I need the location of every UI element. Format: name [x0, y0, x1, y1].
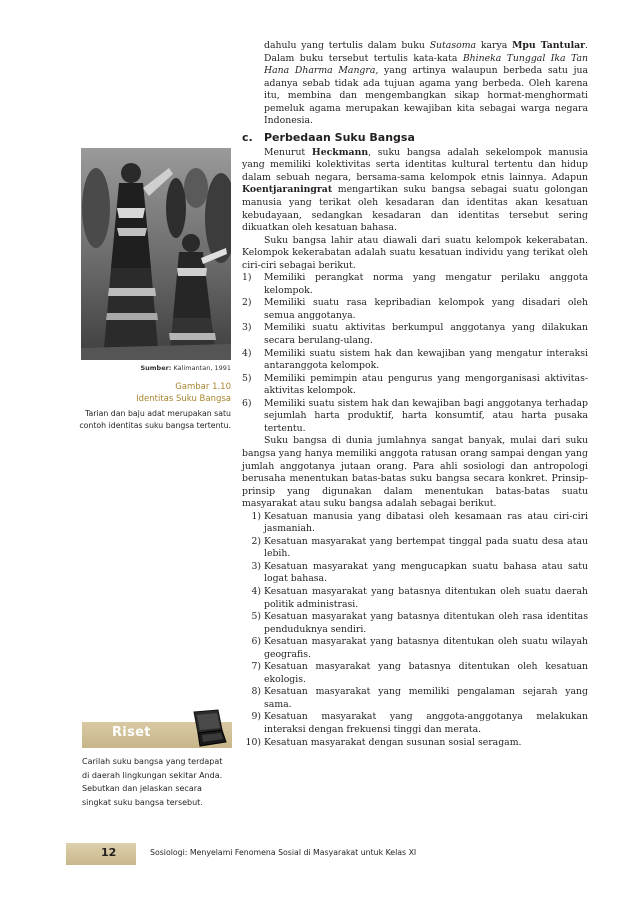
paragraph-boundaries: Suku bangsa di dunia jumlahnya sangat banyak, mulai dari suku bangsa yang hanya memiliki anggota ratusan orang sampai dengan yang jumlah anggotanya jutaan orang. Para ahli sosiologi dan antropologi berusaha menentukan batas-batas suku bangsa secara konkret. Prinsip-prinsip yang digunakan dalam menentukan batas-batas suatu masyarakat atau suku bangsa adalah sebagai berikut. [242, 435, 588, 510]
list-text: Kesatuan masyarakat dengan susunan sosial seragam. [264, 736, 522, 748]
list-item [242, 586, 588, 611]
list-text: Kesatuan masyarakat yang batasnya ditentukan oleh suatu wilayah geografis. [264, 636, 588, 660]
para-name-heckmann: Heckmann [311, 146, 369, 158]
intro-text: dahulu yang tertulis dalam buku [264, 40, 430, 51]
list-number: 6) [242, 397, 252, 409]
paragraph-definition [242, 147, 588, 235]
list-number: 6) [251, 636, 261, 648]
source-value: Kalimantan, 1991 [173, 364, 231, 372]
list-item [242, 297, 588, 322]
intro-motto: Bhineka Tunggal Ika Tan Hana Dharma Mangra, [264, 52, 588, 77]
list-item [242, 322, 588, 347]
list-number: 2) [251, 535, 261, 547]
list-item [242, 348, 588, 373]
list-item [242, 711, 588, 736]
riset-text: Carilah suku bangsa yang terdapat di daerah lingkungan sekitar Anda. Sebutkan dan jelaskan secara singkat suku bangsa tersebut. [82, 757, 223, 807]
list-item [242, 636, 588, 661]
laptop-icon [188, 708, 228, 748]
list-text: Kesatuan masyarakat yang mengucapkan suatu bahasa atau satu logat bahasa. [264, 560, 588, 585]
riset-header [82, 722, 232, 748]
list-item [242, 561, 588, 586]
list-item [242, 373, 588, 398]
list-text: Memiliki suatu sistem hak dan kewajiban bagi anggotanya terhadap sejumlah harta produktif, harta konsumtif, atau harta pusaka tertentu. [264, 397, 588, 434]
list-item [242, 398, 588, 436]
section-title: Perbedaan Suku Bangsa [264, 130, 415, 144]
list-text: Kesatuan masyarakat yang batasnya ditentukan oleh suatu daerah politik administrasi. [264, 585, 588, 610]
list-number: 5) [251, 611, 261, 623]
list-number: 4) [242, 347, 252, 359]
intro-author: Mpu Tantular [512, 40, 586, 51]
para-text: , suku bangsa adalah sekelompok manusia yang memiliki kolektivitas serta identitas kultural tertentu dan hidup dalam sebuah negara, bersama-sama kelompok etnis lainnya. Adapun [242, 146, 588, 183]
list-text: Memiliki pemimpin atau pengurus yang mengorganisasi aktivitas-aktivitas kelompok. [264, 372, 588, 397]
intro-book-title: Sutasoma [429, 40, 477, 51]
main-column [242, 40, 588, 749]
riset-title: Riset [112, 725, 151, 740]
figure-title: Identitas Suku Bangsa [136, 394, 231, 404]
figure-caption: Tarian dan baju adat merupakan satu contoh identitas suku bangsa tertentu. [79, 409, 231, 430]
boundary-principles-list [242, 511, 588, 749]
list-text: Memiliki perangkat norma yang mengatur perilaku anggota kelompok. [264, 272, 588, 296]
list-text: Kesatuan masyarakat yang batasnya ditentukan oleh rasa identitas penduduknya sendiri. [264, 611, 588, 635]
list-number: 7) [251, 661, 261, 673]
page-number: 12 [101, 846, 117, 859]
figure-number: Gambar 1.10 [175, 382, 231, 392]
list-item [242, 511, 588, 536]
list-number: 3) [242, 322, 252, 334]
list-item [242, 737, 588, 750]
para-text: mengartikan suku bangsa sebagai suatu golongan manusia yang terikat oleh kesadaran dan identitas akan kesatuan kebudayaan, sedangkan kesadaran dan identitas tersebut sering dikuatkan oleh kesatuan bahasa. [242, 184, 588, 234]
list-number: 9) [251, 711, 261, 723]
list-item [242, 661, 588, 686]
list-number: 1) [251, 510, 261, 522]
list-item [242, 272, 588, 297]
dance-photo [81, 148, 231, 360]
kinship-traits-list [242, 272, 588, 435]
list-number: 3) [251, 560, 261, 572]
list-number: 1) [242, 272, 252, 284]
running-footer: Sosiologi: Menyelami Fenomena Sosial di Masyarakat untuk Kelas XI [150, 848, 417, 857]
para-text: Menurut [264, 146, 312, 158]
list-text: Memiliki suatu rasa kepribadian kelompok yang disadari oleh semua anggotanya. [264, 297, 588, 321]
list-number: 2) [242, 297, 252, 309]
section-letter: c. [242, 130, 253, 144]
list-item [242, 611, 588, 636]
list-text: Kesatuan masyarakat yang anggota-anggotanya melakukan interaksi dengan frekuensi tinggi dan merata. [264, 711, 588, 735]
list-text: Kesatuan manusia yang dibatasi oleh kesamaan ras atau ciri-ciri jasmaniah. [264, 510, 588, 535]
list-text: Memiliki suatu sistem hak dan kewajiban yang mengatur interaksi antaranggota kelompok. [264, 347, 588, 372]
list-number: 8) [251, 686, 261, 698]
list-text: Kesatuan masyarakat yang memiliki pengalaman sejarah yang sama. [264, 686, 588, 710]
source-label: Sumber: [140, 364, 172, 372]
para-name-koentjaraningrat: Koentjaraningrat [242, 184, 333, 196]
intro-paragraph [242, 40, 588, 128]
photo-source [81, 364, 231, 372]
list-text: Kesatuan masyarakat yang bertempat tinggal pada suatu desa atau lebih. [264, 535, 588, 560]
intro-text: karya [476, 40, 513, 51]
list-item [242, 686, 588, 711]
list-number: 4) [251, 585, 261, 597]
section-heading [242, 130, 588, 146]
list-number: 10) [245, 736, 261, 748]
intro-text: yang artinya walaupun berbeda satu jua adanya sebab tidak ada tujuan agama yang berbeda. Oleh karena itu, membina dan mengembangkan sikap hormat-menghormati pemeluk agama merupakan kewajiban kita sebagai warga negara Indonesia. [264, 65, 588, 127]
list-text: Memiliki suatu aktivitas berkumpul anggotanya yang dilakukan secara berulang-ulang. [264, 322, 588, 347]
list-number: 5) [242, 372, 252, 384]
riset-box [82, 722, 232, 809]
list-item [242, 536, 588, 561]
paragraph-kinship: Suku bangsa lahir atau diawali dari suatu kelompok kekerabatan. Kelompok kekerabatan adalah suatu kesatuan individu yang terikat oleh ciri-ciri sebagai berikut. [242, 234, 588, 271]
intro-text: . Dalam buku tersebut tertulis kata-kata [264, 40, 589, 64]
list-text: Kesatuan masyarakat yang batasnya ditentukan oleh kesatuan ekologis. [264, 661, 588, 685]
